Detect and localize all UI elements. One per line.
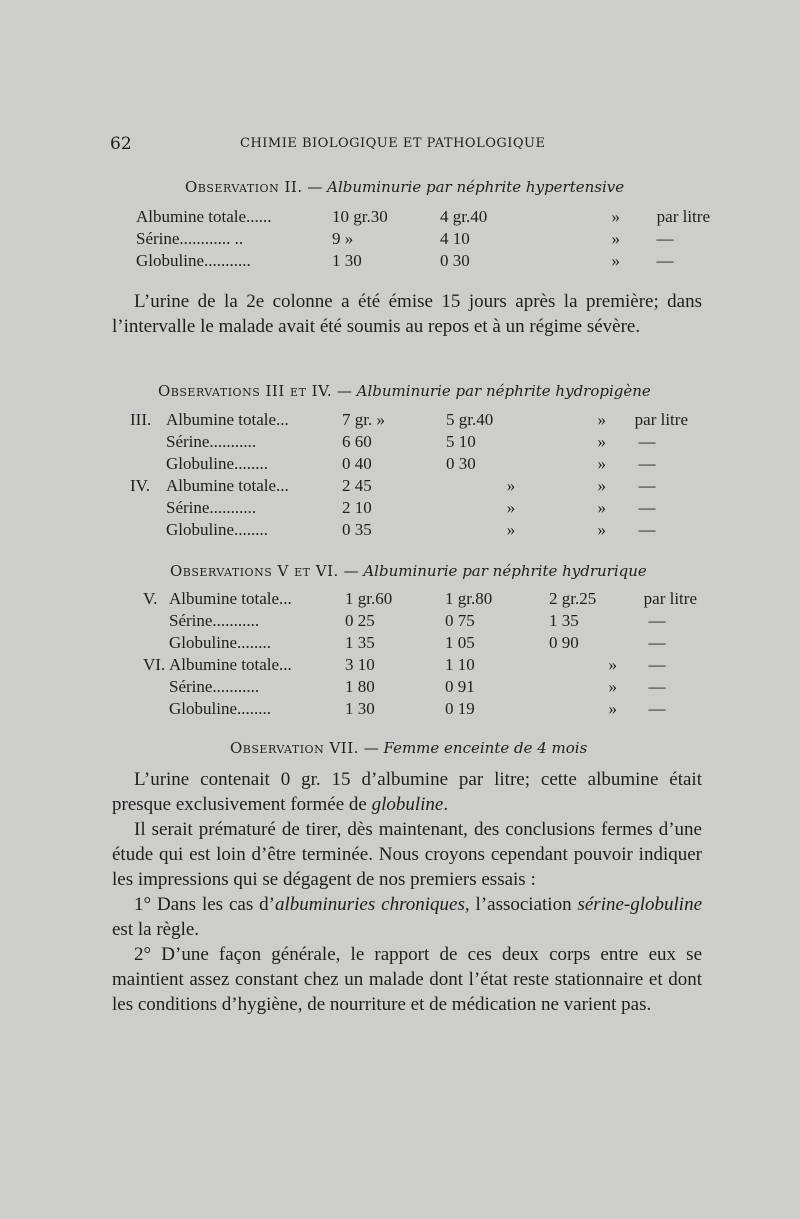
table-row [130, 497, 688, 519]
value-col3: 0 90 [549, 633, 579, 652]
table-row [130, 409, 688, 431]
value-col1: 2 10 [342, 498, 372, 517]
value-col3: » [597, 498, 606, 517]
unit-col: par litre [634, 410, 688, 429]
obs7-heading [230, 739, 587, 757]
unit-col: — [648, 699, 666, 718]
text-span: , l’association [464, 894, 578, 915]
obs34-label: Observations III et IV. [158, 382, 333, 400]
value-col2: 0 30 [446, 454, 476, 473]
row-label: Albumine totale... [166, 410, 289, 429]
value-col2: 4 gr.40 [440, 207, 488, 226]
case-number [143, 698, 169, 720]
value-col1: 0 25 [345, 611, 375, 630]
unit-col: — [638, 454, 656, 473]
row-label: Albumine totale... [169, 589, 292, 608]
unit-col: — [648, 677, 666, 696]
value-col1: 1 30 [345, 699, 375, 718]
value-col3: » [597, 476, 606, 495]
paragraph-text: L’urine de la 2e colonne a été émise 15 jours après la première; dans l’intervalle le malade avait été soumis au repos et à un régime sévère. [112, 291, 702, 337]
case-number [130, 431, 166, 453]
paragraph-4 [112, 892, 702, 942]
case-number [130, 519, 166, 541]
unit-col: — [656, 229, 674, 248]
table-row [143, 632, 697, 654]
value-col3: 1 35 [549, 611, 579, 630]
running-header [110, 134, 700, 156]
obs2-subtitle: Albuminurie par néphrite hypertensive [327, 178, 625, 196]
value-col3: » [611, 251, 620, 270]
value-col1: 9 » [332, 229, 354, 248]
row-label: Albumine totale... [166, 476, 289, 495]
value-col1: 0 40 [342, 454, 372, 473]
unit-col: — [638, 520, 656, 539]
value-col2: 1 05 [445, 633, 475, 652]
value-col2: 5 gr.40 [446, 410, 494, 429]
table-row [130, 431, 688, 453]
unit-col: — [638, 432, 656, 451]
obs7-subtitle: Femme enceinte de 4 mois [383, 739, 588, 757]
body-text [112, 767, 702, 1017]
table-row [143, 610, 697, 632]
value-col2: 5 10 [446, 432, 476, 451]
obs7-label: Observation VII. [230, 739, 359, 757]
value-col1: 6 60 [342, 432, 372, 451]
unit-col: par litre [643, 589, 697, 608]
case-number [130, 453, 166, 475]
table-row [136, 228, 710, 250]
value-col3: » [611, 207, 620, 226]
row-label: Sérine........... [166, 432, 257, 451]
obs56-dash: — [343, 562, 359, 580]
row-label: Globuline........ [169, 699, 271, 718]
row-label: Sérine........... [169, 611, 260, 630]
table-row [143, 698, 697, 720]
row-label: Globuline........ [169, 633, 271, 652]
row-label: Sérine........... [166, 498, 257, 517]
table-row [130, 519, 688, 541]
obs56-heading [170, 562, 647, 580]
value-col2: 0 91 [445, 677, 475, 696]
unit-col: — [648, 611, 666, 630]
value-col1: 1 80 [345, 677, 375, 696]
case-number [130, 497, 166, 519]
value-col1: 7 gr. » [342, 410, 385, 429]
paragraph-1 [112, 289, 702, 339]
obs56-label: Observations V et VI. [170, 562, 339, 580]
obs34-subtitle: Albuminurie par néphrite hydropigène [356, 382, 651, 400]
table-row [130, 453, 688, 475]
case-number: VI. [143, 655, 166, 674]
value-col2: » [506, 476, 516, 495]
case-number: III. [130, 410, 152, 429]
unit-col: — [638, 476, 656, 495]
obs56-table [143, 588, 697, 720]
obs2-table [136, 206, 710, 272]
obs34-heading [158, 382, 651, 400]
unit-col: par litre [656, 207, 710, 226]
value-col2: » [506, 520, 516, 539]
obs2-label: Observation II. [185, 178, 303, 196]
value-col2: » [506, 498, 516, 517]
value-col2: 0 30 [440, 251, 470, 270]
unit-col: — [656, 251, 674, 270]
running-title: CHIMIE BIOLOGIQUE ET PATHOLOGIQUE [240, 136, 546, 151]
case-number [143, 632, 169, 654]
text-span: 1° Dans les cas d’ [134, 894, 275, 915]
paragraph-2 [112, 767, 702, 817]
value-col3: » [597, 432, 606, 451]
unit-col: — [648, 655, 666, 674]
row-label: Albumine totale... [169, 655, 292, 674]
value-col1: 10 gr.30 [332, 207, 388, 226]
obs7-dash: — [363, 739, 379, 757]
value-col3: » [597, 520, 606, 539]
row-label: Globuline........ [166, 454, 268, 473]
obs34-table [130, 409, 688, 541]
obs2-dash: — [307, 178, 323, 196]
value-col3: » [608, 655, 617, 674]
table-row [136, 206, 710, 228]
table-row [143, 676, 697, 698]
text-span: . [443, 794, 449, 815]
value-col1: 3 10 [345, 655, 375, 674]
value-col2: 4 10 [440, 229, 470, 248]
case-number: IV. [130, 476, 150, 495]
unit-col: — [648, 633, 666, 652]
obs34-dash: — [336, 382, 352, 400]
value-col2: 0 19 [445, 699, 475, 718]
value-col2: 0 75 [445, 611, 475, 630]
value-col3: 2 gr.25 [549, 589, 597, 608]
value-col3: » [597, 454, 606, 473]
table-row [136, 250, 710, 272]
emphasis: albuminuries chroniques [274, 894, 465, 915]
table-row [143, 654, 697, 676]
unit-col: — [638, 498, 656, 517]
value-col3: » [597, 410, 606, 429]
case-number [143, 676, 169, 698]
emphasis: globuline [371, 794, 444, 815]
row-label: Sérine............ .. [136, 229, 244, 248]
value-col1: 1 30 [332, 251, 362, 270]
value-col1: 0 35 [342, 520, 372, 539]
row-label: Globuline........ [166, 520, 268, 539]
text-span: est la règle. [112, 919, 200, 940]
paragraph-5: 2° D’une façon générale, le rapport de ces deux corps entre eux se maintient assez constant chez un malade dont l’état reste stationnaire et dont les conditions d’hygiène, de nourriture et de médication ne varient pas. [112, 944, 702, 1015]
value-col2: 1 gr.80 [445, 589, 493, 608]
value-col1: 2 45 [342, 476, 372, 495]
row-label: Globuline........... [136, 251, 251, 270]
page-number: 62 [110, 134, 132, 154]
table-row [143, 588, 697, 610]
case-number: V. [143, 589, 158, 608]
case-number [143, 610, 169, 632]
paragraph-3: Il serait prématuré de tirer, dès maintenant, des conclusions fermes d’une étude qui est loin d’être terminée. Nous croyons cependant pouvoir indiquer les impressions qui se dégagent de nos premiers essais : [112, 819, 702, 890]
value-col3: » [608, 699, 617, 718]
value-col2: 1 10 [445, 655, 475, 674]
table-row [130, 475, 688, 497]
row-label: Albumine totale...... [136, 207, 272, 226]
value-col3: » [608, 677, 617, 696]
obs2-heading [185, 178, 624, 196]
value-col3: » [611, 229, 620, 248]
row-label: Sérine........... [169, 677, 260, 696]
obs56-subtitle: Albuminurie par néphrite hydrurique [363, 562, 647, 580]
text-span: L’urine contenait 0 gr. 15 d’albumine par litre; cette albumine était presque exclusivement formée de [112, 769, 702, 815]
value-col1: 1 gr.60 [345, 589, 393, 608]
emphasis: sérine-globuline [577, 894, 703, 915]
value-col1: 1 35 [345, 633, 375, 652]
